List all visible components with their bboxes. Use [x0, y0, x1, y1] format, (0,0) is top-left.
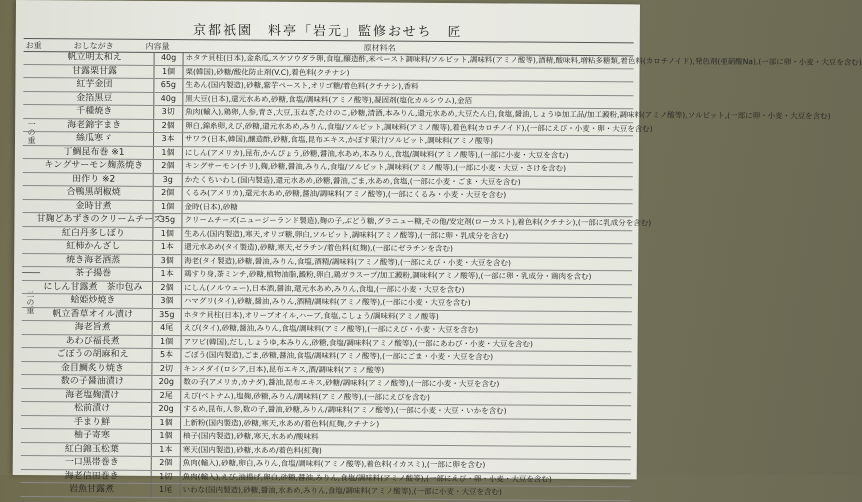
document-title: 京都祇園 料亭「岩元」監修おせち 匠 — [192, 23, 463, 41]
item-quantity: 20g — [152, 375, 181, 389]
item-materials: 生あん(国内製造),砂糖,紫芋ペースト,オリゴ糖/着色料(クチナシ),香料 — [183, 79, 634, 96]
item-materials: 魚肉(輸入),えび,油揚げ,卵白,砂糖,醤油,みりん,食塩/調味料(アミノ酸等),(一部にえび・卵・小麦・大豆を含む) — [180, 470, 631, 487]
item-name: 蛤姫炒焼き — [22, 294, 153, 308]
item-name: 手まり鮮 — [21, 415, 152, 429]
header-materials: 原材料名 — [363, 43, 396, 53]
item-name: 合鴨黒胡椒焼 — [23, 186, 154, 200]
item-quantity: 1個 — [152, 416, 181, 430]
item-materials: えび(タイ),砂糖,醤油,みりん,食塩/調味料(アミノ酸等),(一部にえび・小麦・大豆を含む) — [181, 322, 632, 339]
tier-label-2: 二の重 — [25, 290, 35, 315]
item-name: ごぼうの胡麻和え — [21, 348, 152, 362]
item-materials: えび(ベトナム),塩麹,砂糖,みりん/調味料(アミノ酸等),(一部にえびを含む) — [181, 389, 632, 406]
item-quantity: 1本 — [153, 240, 182, 254]
item-materials: かたくちいわし(国内製造),還元水あめ,砂糖,醤油,ごま,水あめ,食塩,(一部に小麦・ごま・大豆を含む) — [182, 173, 633, 190]
item-name: 金目鯛炙り焼き — [21, 361, 152, 375]
item-name: 紅白丹多しぼり — [22, 226, 153, 240]
item-name: 帆立香草オイル漬け — [22, 307, 153, 321]
item-quantity: 2個 — [154, 119, 183, 133]
item-name: 千種焼き — [23, 105, 154, 119]
item-name: 数の子醤油漬け — [21, 375, 152, 389]
item-name: 松前漬け — [21, 402, 152, 416]
item-materials: にしん(アメリカ),昆布,かんぴょう,砂糖,醤油,水あめ,本みりん,食塩/調味料(アミノ酸等),(一部に小麦・大豆を含む) — [182, 146, 633, 163]
item-name: 岩魚甘露煮 — [21, 483, 152, 497]
item-quantity: 2個 — [152, 281, 181, 295]
item-name: 丁鯛昆布巻 ※1 — [23, 145, 154, 159]
item-materials: 魚肉(輸入),鶏卵,人参,青さ,大豆,玉ねぎ,たけのこ,砂糖,清酒,本みりん,還元水あめ,大豆たん白,食塩,醤油,しょうゆ加工品/加工澱粉,調味料(アミノ酸等),ソルビット,(一部に卵・小麦・大豆を含む) — [183, 106, 634, 123]
item-materials: キンメダイ(ロシア,日本),昆布エキス,酒/調味料(アミノ酸等) — [181, 362, 632, 379]
item-name: 甘麹どあずきのクリームチーズ — [22, 213, 153, 227]
item-quantity: 2個 — [153, 186, 182, 200]
item-quantity: 2切 — [152, 362, 181, 376]
item-quantity: 2個 — [151, 456, 180, 470]
item-name: 一口黒帯巻き — [21, 456, 152, 470]
item-name: 茶子揚巻 — [22, 267, 153, 281]
item-name: キングサーモン麹蒸焼き — [23, 159, 154, 173]
item-name: 紅柿かんざし — [22, 240, 153, 254]
item-name: 海老錦宇まき — [23, 118, 154, 132]
item-materials: 数の子(アメリカ,カナダ),醤油,昆布エキス,砂糖/調味料(アミノ酸等),(一部に小麦・大豆を含む) — [181, 376, 632, 393]
item-materials: くるみ(アメリカ),還元水あめ,砂糖,醤油/調味料(アミノ酸等),(一部にくるみ・小麦・大豆を含む) — [182, 187, 633, 204]
item-materials: アワビ(韓国),だし,しょうゆ,本みりん,砂糖,食塩/調味料(アミノ酸等),(一部にあわび・小麦・大豆を含む) — [181, 335, 632, 352]
item-materials: キングサーモン(チリ),麹,砂糖,醤油,みりん,食塩/ソルビット,調味料(アミノ酸等),(一部に小麦・大豆・さけを含む) — [182, 160, 633, 177]
tier-label-1: 一の重 — [26, 120, 37, 145]
item-materials: 鶏すり身,茶ミンチ,砂糖,植物油脂,澱粉,卵白,鶏ガラスープ/加工澱粉,調味料(アミノ酸等),(一部に卵・乳成分・鶏肉を含む) — [182, 268, 633, 285]
item-materials: ハマグリ(タイ),砂糖,醤油,みりん,酒精/調味料(アミノ酸等),(一部に小麦・大豆を含む) — [181, 295, 632, 312]
item-materials: 上新粉(国内製造),砂糖,寒天,水あめ/着色料(紅麹,クチナシ) — [181, 416, 632, 433]
item-name: あわび福長煮 — [22, 334, 153, 348]
item-quantity: 4尾 — [152, 321, 181, 335]
item-quantity: 1個 — [151, 429, 180, 443]
item-quantity: 1個 — [152, 335, 181, 349]
item-materials: 栗(韓国),砂糖/酸化防止剤(V.C),着色料(クチナシ) — [183, 65, 634, 82]
item-quantity: 40g — [154, 52, 183, 65]
item-quantity: 40g — [154, 92, 183, 106]
item-materials: 海老(タイ製造),砂糖,醤油,みりん,食塩,酒精/調味料(アミノ酸等),(一部にえび・小麦・大豆を含む) — [182, 254, 633, 271]
menu-table — [21, 51, 862, 501]
item-name: 金時甘煮 — [23, 199, 154, 213]
item-quantity: 3個 — [152, 294, 181, 308]
item-materials: ホタテ貝柱(日本),金糸瓜,スケソウダラ卵,食塩,醸造酢,米ペースト調味料/ソルビット,調味料(アミノ酸等),酒精,酸味料,増粘多糖類,着色料(カロチノイド),発色剤(亜硝酸Na),(一部に卵・小麦・大豆を含む) — [183, 52, 634, 68]
item-name: 金箔黒豆 — [23, 91, 154, 105]
item-materials: ごぼう(国内製造),ごま,砂糖,醤油,食塩/調味料(アミノ酸等),(一部にごま・小麦・大豆を含む) — [181, 349, 632, 366]
item-quantity: 2尾 — [152, 389, 181, 403]
item-materials: ホタテ貝柱(日本),オリーブオイル,ハーブ,食塩,こしょう/調味料(アミノ酸等) — [181, 308, 632, 325]
header-name: おしながき — [73, 41, 114, 51]
item-name: にしん甘露煮 茶巾包み — [22, 280, 153, 294]
item-quantity: 35g — [153, 213, 182, 227]
item-materials: にしん(ノルウェー),日本酒,醤油,還元水あめ,みりん,食塩,(一部に小麦・大豆を含む) — [181, 281, 632, 298]
item-name: 甘露栗甘露 — [23, 64, 154, 78]
item-quantity: 3切 — [154, 105, 183, 119]
item-quantity: 20g — [152, 402, 181, 416]
item-quantity: 65g — [154, 78, 183, 92]
item-quantity: 35g — [152, 308, 181, 322]
item-materials: クリームチーズ(ニュージーランド製造),麹の子,ぶどう糖,グラニュー糖,その他/安定剤(ローカスト),着色料(クチナシ),(一部に乳成分を含む) — [182, 214, 633, 231]
item-materials: いわな(国内製造),砂糖,醤油,水あめ,みりん,食塩/調味料(アミノ酸等),(一部に小麦・大豆を含む) — [180, 484, 631, 501]
item-quantity: 1本 — [153, 267, 182, 281]
header-tier: お重 — [25, 41, 42, 51]
item-quantity: 1個 — [153, 146, 182, 160]
item-quantity: 3g — [153, 173, 182, 187]
item-name: 紅白錦玉松葉 — [21, 442, 152, 456]
item-quantity: 1個 — [154, 65, 183, 79]
item-quantity: 1本 — [151, 443, 180, 457]
item-materials: 寒天(国内製造),砂糖,水あめ/着色料(紅麹) — [180, 443, 631, 460]
item-quantity: 5本 — [152, 348, 181, 362]
table-row — [21, 483, 631, 501]
item-materials: 黒大豆(日本),還元水あめ,砂糖,食塩/調味料(アミノ酸等),凝固剤(塩化カルシウム),金箔 — [183, 92, 634, 109]
document-sheet — [13, 0, 862, 497]
item-name: 海老塩麹漬け — [21, 388, 152, 402]
item-name: 焼き海老酒蒸 — [22, 253, 153, 267]
item-quantity: 3本 — [153, 132, 182, 146]
item-name: 田作り ※2 — [23, 172, 154, 186]
item-quantity: 3個 — [153, 254, 182, 268]
header-qty: 内容量 — [145, 41, 170, 52]
item-materials: 柚子(国内製造),砂糖,寒天,水あめ/酸味料 — [180, 430, 631, 447]
item-name: 柚子寄寒 — [21, 429, 152, 443]
item-name: 絲瓜寒ゞ — [23, 132, 154, 146]
item-materials: 金時(日本),砂糖 — [182, 200, 633, 217]
item-materials: 生あん(国内製造),寒天,オリゴ糖,卵白,ソルビット,調味料(アミノ酸等),(一部に卵・乳成分を含む) — [182, 227, 633, 244]
item-quantity: 1個 — [153, 227, 182, 241]
item-materials: サワラ(日本,韓国),醸造酢,砂糖,食塩,昆布エキス,かぼす果汁/ソルビット,調味料(アミノ酸等) — [182, 133, 633, 150]
item-quantity: 2個 — [153, 159, 182, 173]
item-quantity: 1尾 — [151, 483, 180, 497]
item-materials: するめ,昆布,人参,数の子,醤油,砂糖,みりん/調味料(アミノ酸等),(一部に小麦・大豆・いかを含む) — [181, 403, 632, 420]
item-materials: 還元水あめ(タイ製造),砂糖,寒天,ゼラチン/着色料(紅麹),(一部にゼラチンを含む) — [182, 241, 633, 258]
menu-table-body — [21, 51, 862, 500]
item-materials: 卵白,錦糸卵,えび,砂糖,還元水あめ,みりん,食塩/ソルビット,調味料(アミノ酸等),着色料(カロチノイド),(一部にえび・小麦・卵・大豆を含む) — [183, 119, 634, 136]
item-name: 海老旨煮 — [22, 321, 153, 335]
item-name: 紅芋金団 — [23, 78, 154, 92]
item-materials: 魚肉(輸入),砂糖,卵白,みりん,食塩/調味料(アミノ酸等),着色料(イカスミ),(一部に卵を含む) — [180, 457, 631, 474]
item-name: 海老信田巻き — [21, 469, 152, 483]
item-quantity: 1切 — [151, 470, 180, 484]
item-quantity: 1個 — [153, 200, 182, 214]
item-name: 帆立明太和え — [24, 51, 155, 65]
